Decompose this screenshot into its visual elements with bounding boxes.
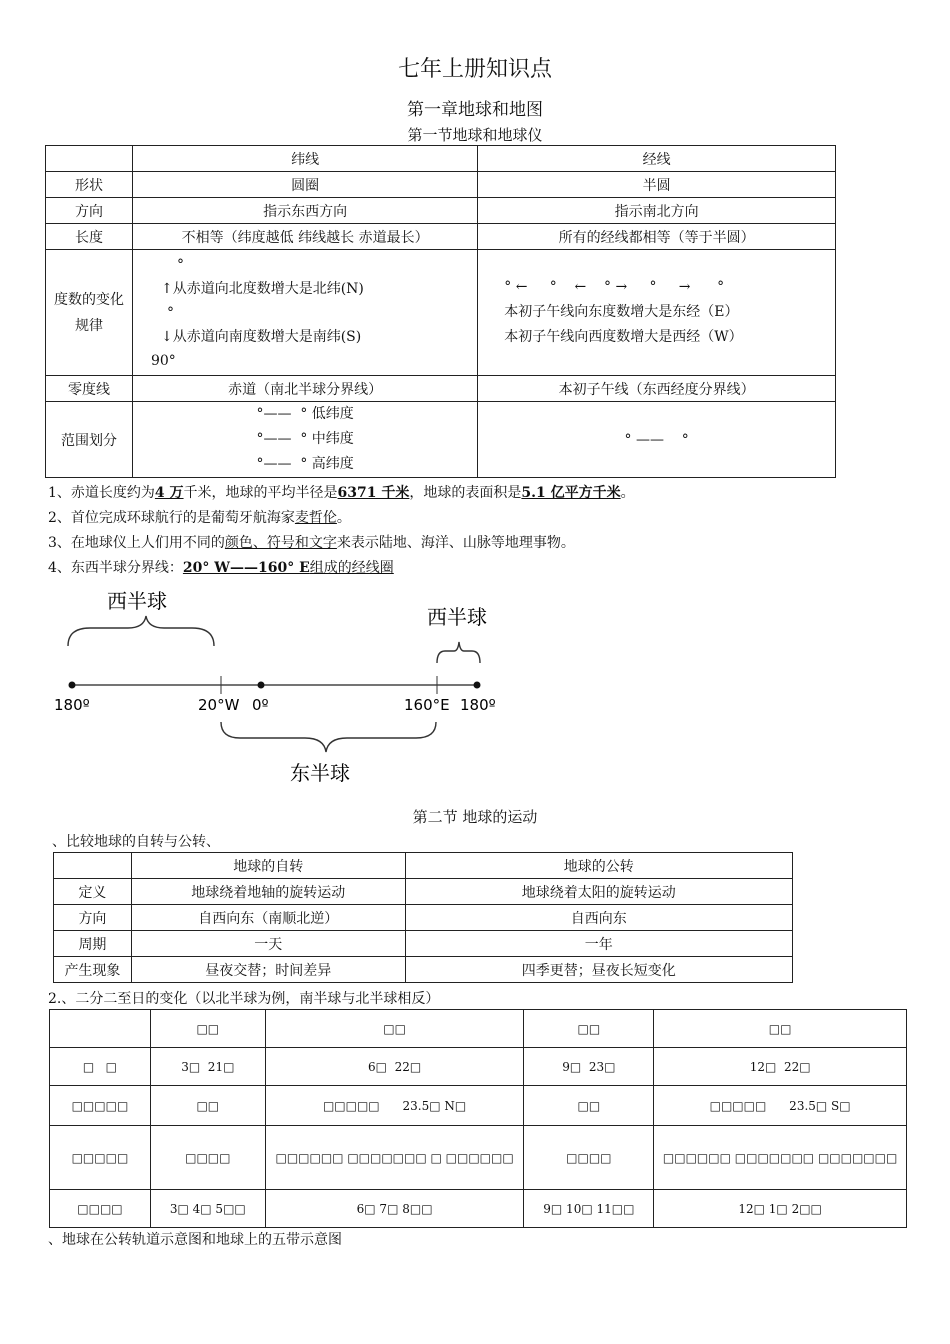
table-cell: 9□ 23□ (524, 1048, 654, 1086)
table-header: 纬线 (132, 146, 477, 172)
lat-long-table (45, 145, 836, 478)
row-label: 范围划分 (46, 402, 133, 478)
table-cell (50, 1010, 151, 1048)
tick-label: 20°W (198, 696, 240, 714)
row-label: 产生现象 (54, 957, 132, 983)
west-hemisphere-label: 西半球 (107, 589, 167, 613)
note-emph: 20° W——160° E (182, 560, 310, 576)
note-text: 。 (336, 510, 351, 526)
note-text: 2、首位完成环球航行的是葡萄牙航海家 (48, 510, 295, 526)
note-text: 1、赤道长度约为 (48, 485, 155, 501)
row-label: 长度 (46, 224, 133, 250)
table-cell: 12□ 22□ (654, 1048, 907, 1086)
table-cell: □□□□□ 23.5□ N□ (265, 1086, 524, 1126)
table-cell: 3□ 4□ 5□□ (150, 1190, 265, 1228)
table-cell: □□ (524, 1086, 654, 1126)
row-label: □ □ (50, 1048, 151, 1086)
row-label: 定义 (54, 879, 132, 905)
table-cell: 半圆 (478, 172, 836, 198)
table-cell: 9□ 10□ 11□□ (524, 1190, 654, 1228)
table-header: □□ (524, 1010, 654, 1048)
table-cell: 一年 (405, 931, 792, 957)
cell-line: ↑从赤道向北度数增大是北纬(N) (160, 280, 364, 297)
note-text: 千米，地球的平均半径是 (183, 485, 338, 501)
table-cell: 6□ 7□ 8□□ (265, 1190, 524, 1228)
note-emph: 4 万 (154, 485, 184, 501)
tick-label: 0º (252, 696, 269, 714)
table-cell: 本初子午线（东西经度分界线） (478, 376, 836, 402)
table-cell: 6□ 22□ (265, 1048, 524, 1086)
cell-line: 本初子午线向东度数增大是东经（E） (504, 304, 739, 320)
cell-line: ° (176, 256, 184, 273)
hemisphere-diagram (40, 580, 520, 795)
table-cell: 昼夜交替；时间差异 (131, 957, 405, 983)
row-label: □□□□□ (50, 1126, 151, 1190)
table-cell: 指示南北方向 (478, 198, 836, 224)
table-cell: ° —— ° (478, 402, 836, 478)
table-cell: 3□ 21□ (150, 1048, 265, 1086)
section-title: 第一节地球和地球仪 (407, 126, 543, 144)
cell-line: 本初子午线向西度数增大是西经（W） (504, 329, 743, 345)
row-label: 方向 (46, 198, 133, 224)
table-cell (132, 402, 477, 478)
cell-line: ↓从赤道向南度数增大是南纬(S) (160, 328, 362, 345)
chapter-title: 第一章地球和地图 (407, 100, 543, 120)
note-3 (48, 532, 575, 552)
row-label (46, 250, 133, 376)
table-header (46, 146, 133, 172)
solstice-table (49, 1009, 907, 1228)
table-cell: 赤道（南北半球分界线） (132, 376, 477, 402)
west-brace (68, 616, 214, 646)
table-cell: 四季更替；昼夜长短变化 (405, 957, 792, 983)
page-title: 七年上册知识点 (397, 57, 552, 82)
table-cell: 不相等（纬度越低 纬线越长 赤道最长） (132, 224, 477, 250)
note-emph: 组成的经线圈 (309, 560, 394, 576)
row-label: 方向 (54, 905, 132, 931)
change-label: 度数的变化规律 (53, 291, 124, 334)
table-cell: 12□ 1□ 2□□ (654, 1190, 907, 1228)
note-emph: 6371 千米 (337, 485, 410, 501)
note-2 (48, 507, 351, 527)
table-header (54, 853, 132, 879)
note-4 (48, 557, 394, 577)
note-text: 3、在地球仪上人们用不同的 (48, 535, 225, 551)
table-cell: 圆圈 (132, 172, 477, 198)
table-cell: 指示东西方向 (132, 198, 477, 224)
note-text: ，地球的表面积是 (409, 485, 522, 501)
table-header: 经线 (478, 146, 836, 172)
tick-label: 180º (460, 696, 496, 714)
row-label: □□□□□ (50, 1086, 151, 1126)
row-label: 周期 (54, 931, 132, 957)
table-cell (478, 250, 836, 376)
table-cell: 自西向东 (405, 905, 792, 931)
note-text: 来表示陆地、海洋、山脉等地理事物。 (336, 535, 575, 551)
east-brace (221, 722, 436, 752)
note-text: 4、东西半球分界线： (48, 560, 183, 576)
west-brace-2 (437, 642, 480, 663)
east-hemisphere-label: 东半球 (290, 761, 350, 785)
footer-caption: 、地球在公转轨道示意图和地球上的五带示意图 (48, 1232, 342, 1248)
cell-line: °—— ° 低纬度 (256, 406, 354, 422)
tick-label: 180º (54, 696, 90, 714)
table-cell: □□□□ (524, 1126, 654, 1190)
table-cell: □□□□□ 23.5□ S□ (654, 1086, 907, 1126)
note-1 (48, 482, 635, 502)
table-cell: □□□□□□ □□□□□□□ □ □□□□□□ (265, 1126, 524, 1190)
tick-label: 160°E (404, 696, 450, 714)
point-180-right (474, 682, 481, 689)
compare-title: 、比较地球的自转与公转、 (52, 834, 220, 850)
table-header: □□ (654, 1010, 907, 1048)
note-emph: 麦哲伦 (294, 510, 337, 526)
section-2-title: 第二节 地球的运动 (412, 808, 538, 826)
cell-line: ° ← ° ← ° → ° → ° (504, 279, 725, 295)
rotation-revolution-table (53, 852, 793, 983)
table-cell: □□□□□□ □□□□□□□ □□□□□□□ (654, 1126, 907, 1190)
note-emph: 颜色、符号和文字 (224, 535, 337, 551)
table-cell: 所有的经线都相等（等于半圆） (478, 224, 836, 250)
row-label: 零度线 (46, 376, 133, 402)
table-cell: □□ (150, 1086, 265, 1126)
cell-line: 90° (150, 352, 176, 369)
row-label: □□□□ (50, 1190, 151, 1228)
point-0 (258, 682, 265, 689)
note-text: 。 (620, 485, 635, 501)
table-cell: □□□□ (150, 1126, 265, 1190)
cell-line: ° (166, 304, 174, 321)
table-header: 地球的公转 (405, 853, 792, 879)
table-cell: 地球绕着地轴的旋转运动 (131, 879, 405, 905)
west-hemisphere-label-2: 西半球 (427, 605, 487, 629)
note-emph: 5.1 亿平方千米 (521, 485, 621, 501)
table-header: □□ (265, 1010, 524, 1048)
cell-line: °—— ° 中纬度 (256, 431, 354, 447)
table-cell: 地球绕着太阳的旋转运动 (405, 879, 792, 905)
table-cell: 自西向东（南顺北逆） (131, 905, 405, 931)
point-180-left (69, 682, 76, 689)
table-cell: 一天 (131, 931, 405, 957)
table-header: 地球的自转 (131, 853, 405, 879)
row-label: 形状 (46, 172, 133, 198)
cell-line: °—— ° 高纬度 (256, 456, 354, 472)
table-cell (132, 250, 477, 376)
solstice-title: 2.、二分二至日的变化（以北半球为例，南半球与北半球相反） (48, 991, 440, 1007)
table-header: □□ (150, 1010, 265, 1048)
